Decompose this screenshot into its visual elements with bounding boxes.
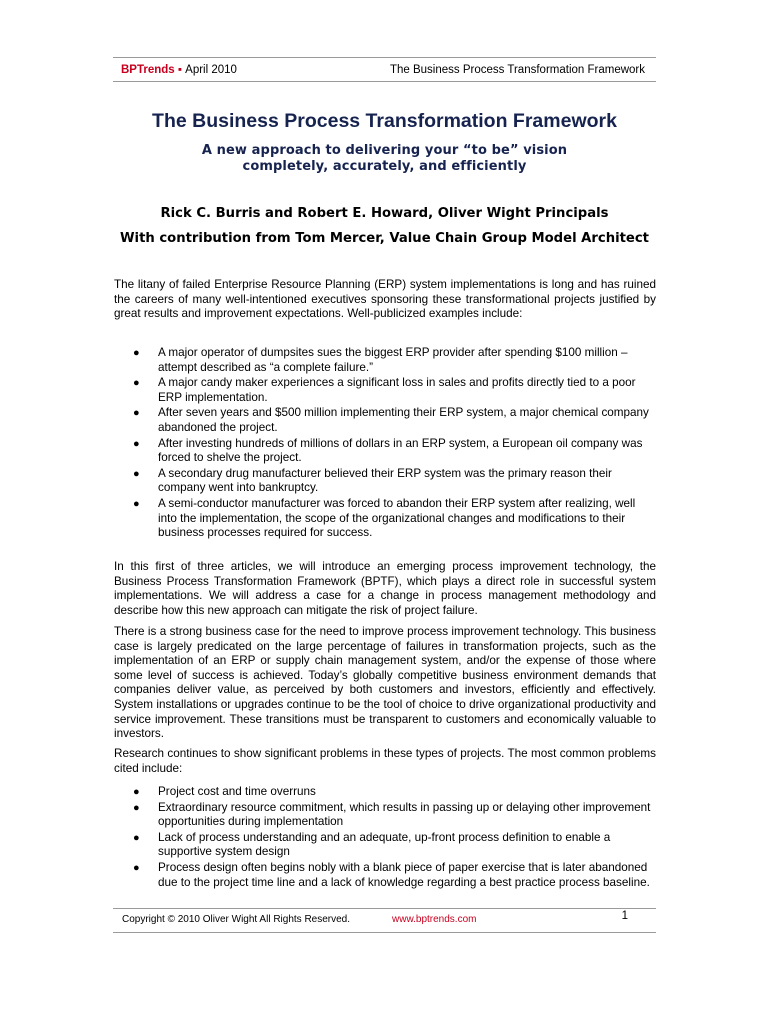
list-item: [114, 376, 656, 405]
bullet-icon: ●: [133, 801, 140, 814]
common-problems-list: [114, 785, 656, 891]
list-item-text: After seven years and $500 million implementing their ERP system, a major chemical company abandoned the project.: [158, 406, 649, 434]
failure-examples-list: [114, 346, 656, 542]
contribution-line: With contribution from Tom Mercer, Value Chain Group Model Architect: [120, 231, 649, 246]
header-bottom-rule: [113, 81, 656, 82]
list-item-text: Project cost and time overruns: [158, 785, 316, 798]
list-item-text: Lack of process understanding and an adequate, up-front process definition to enable a supportive system design: [158, 830, 611, 859]
list-item: [114, 497, 656, 541]
website-link[interactable]: www.bptrends.com: [392, 914, 477, 925]
header-top-rule: [113, 57, 656, 58]
footer-bottom-rule: [113, 932, 656, 933]
list-item-text: A major candy maker experiences a significant loss in sales and profits directly tied to a poor ERP implementation.: [158, 376, 636, 404]
list-item: [114, 406, 656, 435]
brand-separator: ▪: [174, 64, 186, 76]
list-item: [114, 467, 656, 496]
header-left: [121, 64, 237, 76]
list-item-text: Extraordinary resource commitment, which results in passing up or delaying other improvement opportunities during implementation: [158, 800, 651, 829]
bullet-icon: ●: [133, 347, 140, 359]
brand-name: BPTrends: [121, 64, 175, 76]
list-item: [114, 437, 656, 466]
list-item: [114, 861, 656, 890]
list-item-text: A major operator of dumpsites sues the biggest ERP provider after spending $100 million – attempt described as “a complete failure.”: [158, 346, 628, 374]
list-item: [114, 346, 656, 375]
list-item-text: After investing hundreds of millions of dollars in an ERP system, a European oil company was forced to shelve the project.: [158, 436, 643, 465]
list-item: [114, 831, 656, 860]
running-header: [121, 64, 645, 76]
body-paragraph-1: In this first of three articles, we will introduce an emerging process improvement technology, the Business Process Transformation Framework (BPTF), which plays a direct role in successful system implementations. We will address a case for a change in process management methodology and describe how this new approach can mitigate the risk of project failure.: [114, 560, 656, 617]
running-title: The Business Process Transformation Framework: [389, 64, 645, 76]
list-item-text: A secondary drug manufacturer believed their ERP system was the primary reason their company went into bankruptcy.: [158, 466, 612, 495]
bullet-icon: ●: [133, 786, 140, 798]
copyright-notice: Copyright © 2010 Oliver Wight All Rights Reserved.: [122, 914, 351, 925]
footer-top-rule: [113, 908, 656, 909]
list-item: [114, 785, 656, 800]
bullet-icon: ●: [133, 861, 140, 874]
bullet-icon: ●: [133, 497, 140, 510]
article-title: The Business Process Transformation Framework: [152, 110, 617, 132]
article-subtitle: A new approach to delivering your “to be” vision completely, accurately, and efficiently: [201, 143, 568, 174]
issue-date: April 2010: [185, 64, 237, 76]
page-number: 1: [621, 910, 628, 922]
body-paragraph-3: Research continues to show significant problems in these types of projects. The most common problems cited include:: [114, 747, 656, 775]
bullet-icon: ●: [133, 437, 140, 450]
body-paragraph-2: There is a strong business case for the need to improve process improvement technology. This business case is largely predicated on the large percentage of failures in transformation projects, such as the implementation of an ERP or supply chain management system, and/or the expense of those where some level of success is achieved. Today’s globally competitive business environment demands that companies deliver value, as perceived by both customers and investors, efficiently and effectively. System installations or upgrades continue to be the tool of choice to drive organizational productivity and service improvement. These transitions must be transparent to customers and economically valuable to investors.: [114, 625, 656, 741]
bullet-icon: ●: [133, 831, 140, 844]
intro-paragraph: The litany of failed Enterprise Resource Planning (ERP) system implementations is long and has ruined the careers of many well-intentioned executives sponsoring these transformational projects justified by great results and improvement expectations. Well-publicized examples include:: [114, 278, 656, 321]
list-item-text: A semi-conductor manufacturer was forced to abandon their ERP system after realizing, well into the implementation, the scope of the organizational changes and modifications to their business processes required for success.: [158, 496, 636, 540]
list-item: [114, 801, 656, 830]
bullet-icon: ●: [133, 407, 140, 420]
list-item-text: Process design often begins nobly with a blank piece of paper exercise that is later abandoned due to the project time line and a lack of knowledge regarding a best practice process baseline.: [158, 860, 650, 889]
bullet-icon: ●: [133, 377, 140, 390]
bullet-icon: ●: [133, 467, 140, 480]
author-line: Rick C. Burris and Robert E. Howard, Oliver Wight Principals: [160, 206, 609, 221]
